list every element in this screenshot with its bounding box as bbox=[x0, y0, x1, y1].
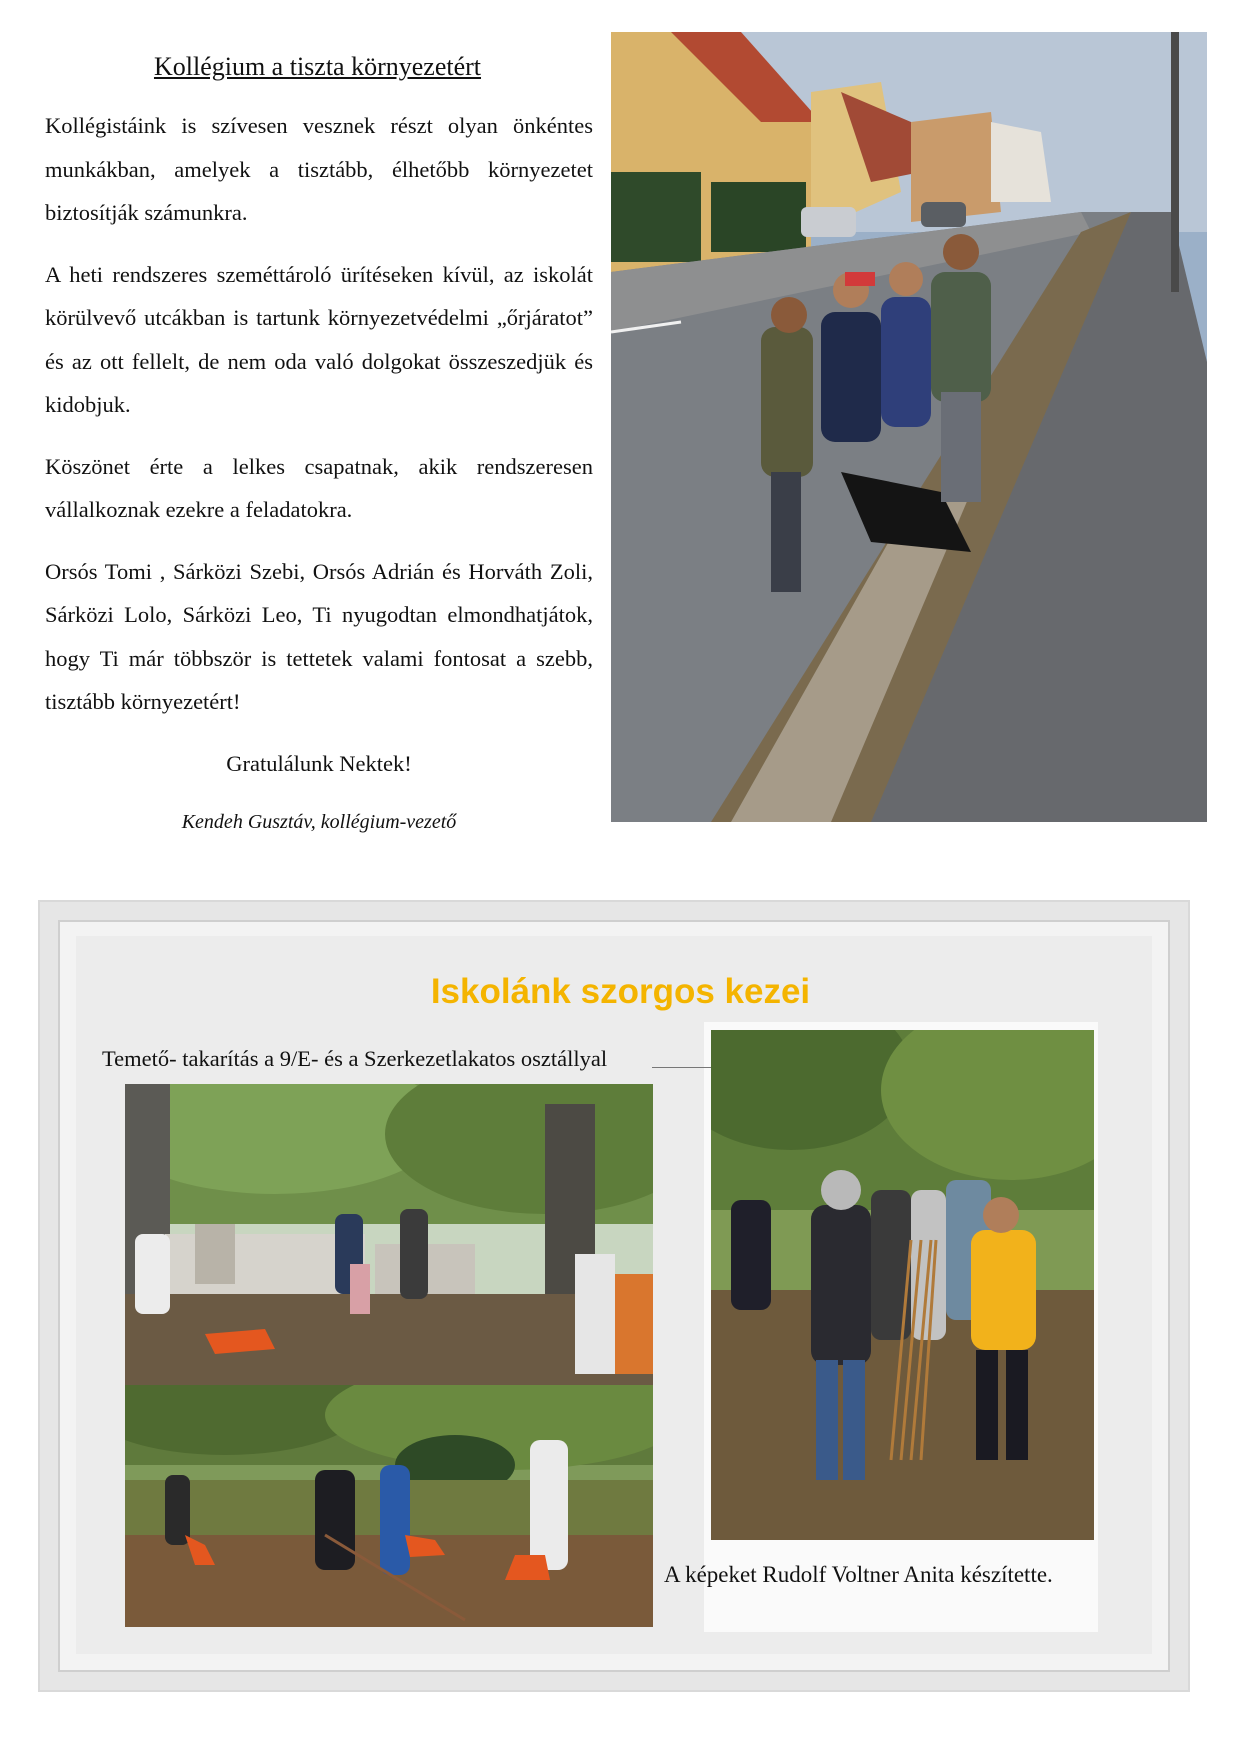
cemetery-photo-top bbox=[125, 1084, 653, 1385]
article-paragraph: A heti rendszeres szeméttároló ürítéseken kívül, az iskolát körülvevő utcákban is tartunk környezetvédelmi „őrjáratot” és az ott fellelt, de nem oda való dolgokat összeszedjük és kidobjuk. bbox=[45, 261, 593, 417]
article-signature: Kendeh Gusztáv, kollégium-vezető bbox=[181, 811, 457, 833]
cemetery-photo-bottom bbox=[125, 1385, 653, 1627]
group-photo bbox=[711, 1030, 1094, 1540]
section-title: Iskolánk szorgos kezei bbox=[430, 972, 811, 1011]
article-body bbox=[45, 104, 593, 863]
article-paragraph: Orsós Tomi , Sárközi Szebi, Orsós Adrián és Horváth Zoli, Sárközi Lolo, Sárközi Leo, Ti nyugodtan elmondhatjátok, hogy Ti már többször is tettetek valami fontosat a szebb, tisztább környezetért! bbox=[45, 558, 593, 714]
street-cleanup-photo bbox=[611, 32, 1207, 822]
article-paragraph: Kollégistáink is szívesen vesznek részt olyan önkéntes munkákban, amelyek a tisztább, élhetőbb környezetet biztosítják számunkra. bbox=[45, 113, 593, 225]
article-paragraph: Köszönet érte a lelkes csapatnak, akik rendszeresen vállalkoznak ezekre a feladatokra. bbox=[45, 453, 593, 522]
article-closing: Gratulálunk Nektek! bbox=[226, 750, 412, 776]
photo-credit: A képeket Rudolf Voltner Anita készítette. bbox=[664, 1562, 1053, 1587]
cemetery-caption: Temető- takarítás a 9/E- és a Szerkezetlakatos osztállyal bbox=[102, 1046, 608, 1071]
article-title: Kollégium a tiszta környezetért bbox=[153, 52, 482, 81]
